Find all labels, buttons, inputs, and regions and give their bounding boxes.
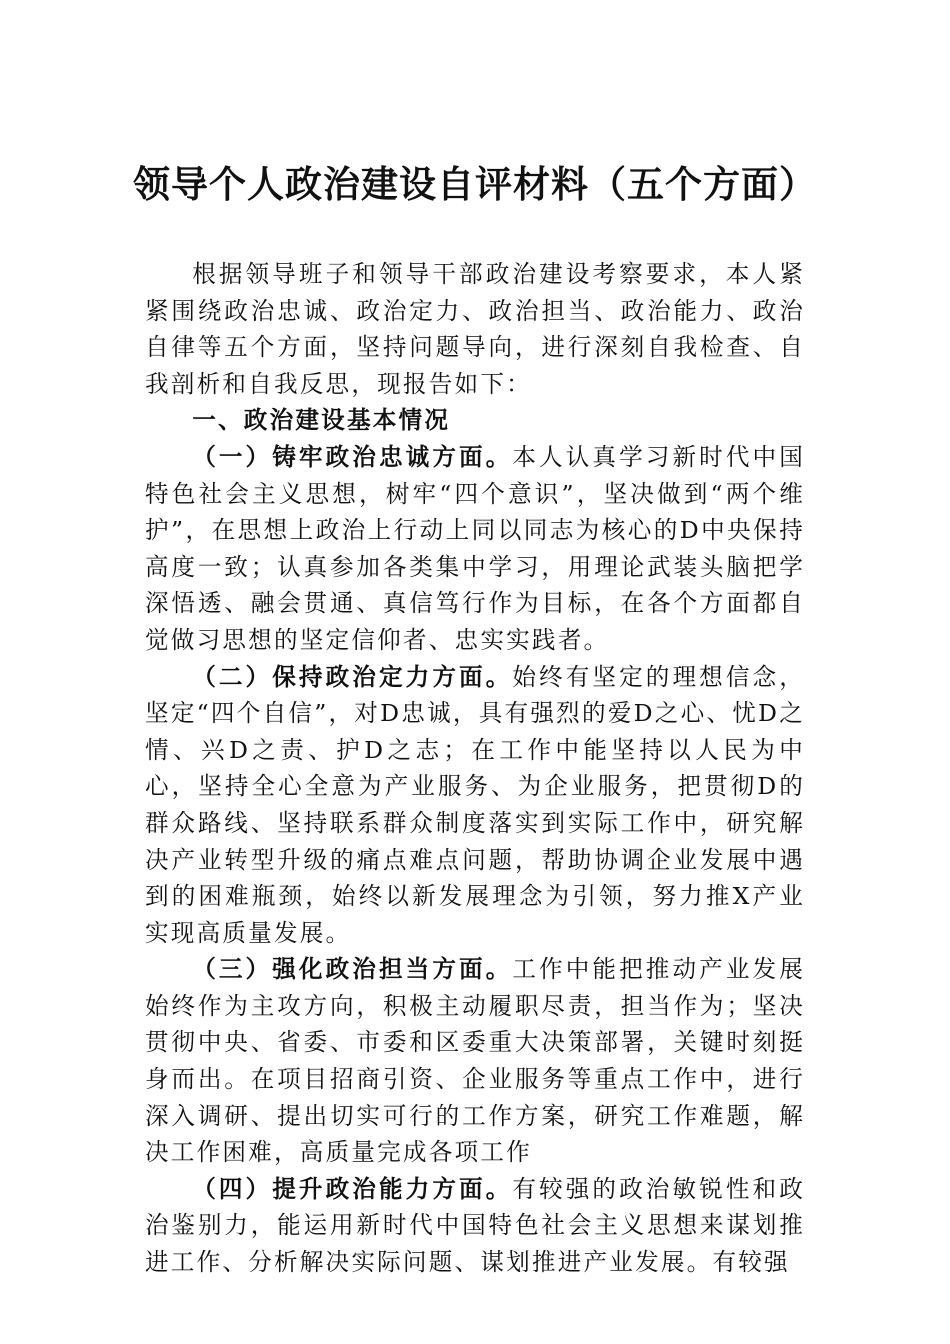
paragraph-lead: （一）铸牢政治忠诚方面。 bbox=[192, 442, 513, 471]
section-heading: 一、政治建设基本情况 bbox=[192, 406, 451, 435]
document-title: 领导个人政治建设自评材料（五个方面） bbox=[133, 162, 817, 206]
paragraph-lead: （四）提升政治能力方面。 bbox=[192, 1174, 513, 1203]
paragraph-steadfastness bbox=[145, 659, 805, 952]
paragraph-responsibility bbox=[145, 951, 805, 1171]
paragraph-lead: （三）强化政治担当方面。 bbox=[192, 955, 513, 984]
paragraph-lead: （二）保持政治定力方面。 bbox=[192, 662, 513, 691]
paragraph-text: 工作中能把推动产业发展始终作为主攻方向，积极主动履职尽责，担当作为；坚决贯彻中央、省委、市委和区委重大决策部署，关键时刻挺身而出。在项目招商引资、企业服务等重点工作中，进行深入调研、提出切实可行的工作方案，研究工作难题，解决工作困难，高质量完成各项工作 bbox=[145, 955, 805, 1167]
paragraph-text: 本人认真学习新时代中国特色社会主义思想，树牢“四个意识”，坚决做到“两个维护”，在思想上政治上行动上同以同志为核心的D中央保持高度一致；认真参加各类集中学习，用理论武装头脑把学深悟透、融会贯通、真信笃行作为目标，在各个方面都自觉做习思想的坚定信仰者、忠实实践者。 bbox=[145, 442, 805, 654]
paragraph-text: 有较强的政治敏锐性和政治鉴别力，能运用新时代中国特色社会主义思想来谋划推进工作、分析解决实际问题、谋划推进产业发展。有较强 bbox=[145, 1174, 805, 1277]
document-body bbox=[145, 256, 805, 1281]
paragraph-text: 始终有坚定的理想信念，坚定“四个自信”，对D忠诚，具有强烈的爱D之心、忧D之情、兴D之责、护D之志；在工作中能坚持以人民为中心，坚持全心全意为产业服务、为企业服务，把贯彻D的群众路线、坚持联系群众制度落实到实际工作中，研究解决产业转型升级的痛点难点问题，帮助协调企业发展中遇到的困难瓶颈，始终以新发展理念为引领，努力推X产业实现高质量发展。 bbox=[145, 662, 805, 947]
paragraph-loyalty bbox=[145, 439, 805, 659]
paragraph-capability bbox=[145, 1171, 805, 1281]
intro-paragraph: 根据领导班子和领导干部政治建设考察要求，本人紧紧围绕政治忠诚、政治定力、政治担当、政治能力、政治自律等五个方面，坚持问题导向，进行深刻自我检查、自我剖析和自我反思，现报告如下： bbox=[145, 260, 805, 398]
